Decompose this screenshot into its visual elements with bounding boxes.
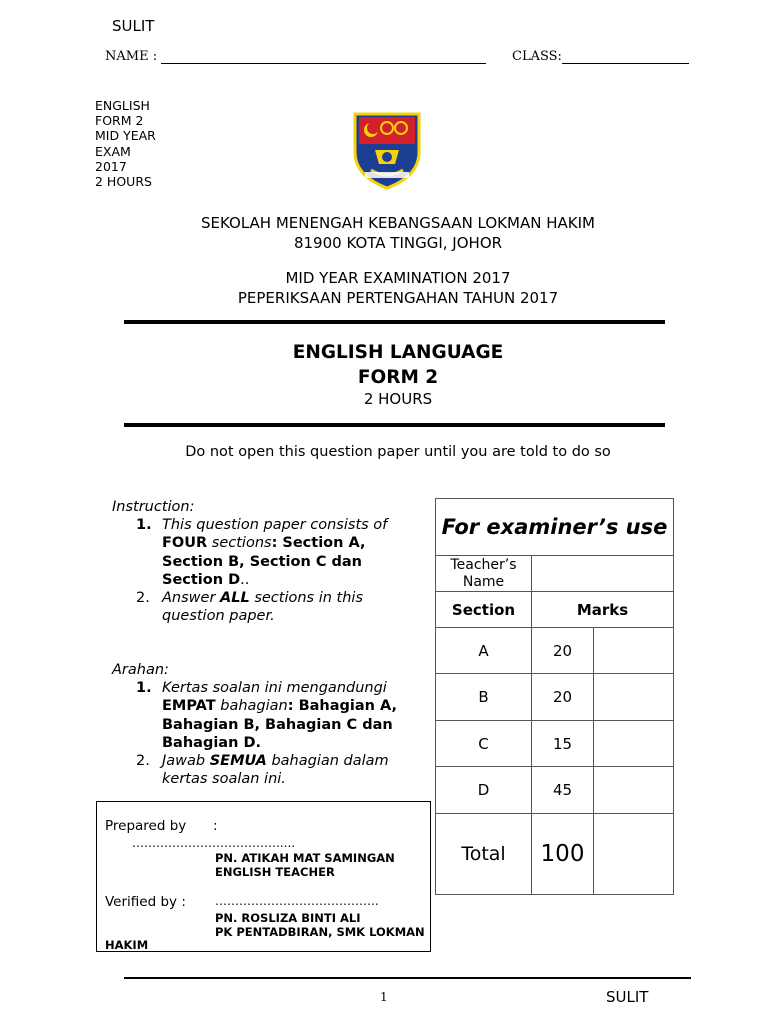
school-block [0, 213, 768, 308]
score-cell[interactable] [594, 674, 674, 721]
notice-text: Do not open this question paper until you are told to do so [185, 444, 611, 460]
prepared-name: PN. ATIKAH MAT SAMINGAN [215, 851, 395, 865]
verified-name: PN. ROSLIZA BINTI ALI [215, 911, 361, 925]
name-field [105, 49, 486, 64]
paper-info-line: FORM 2 [95, 113, 144, 129]
exam-name-en: MID YEAR EXAMINATION 2017 [285, 269, 511, 287]
arahan-block [112, 661, 422, 788]
arahan-text: EMPAT [162, 698, 216, 715]
arahan-text: SEMUA [209, 753, 267, 770]
school-address: 81900 KOTA TINGGI, JOHOR [293, 234, 503, 252]
teacher-name-cell[interactable] [532, 556, 674, 592]
marks-header: Marks [532, 592, 674, 628]
class-label: CLASS: [512, 49, 562, 64]
arahan-text: Bahagian D. [162, 734, 261, 751]
instruction-text: sections in this [249, 590, 363, 607]
footer-rule [124, 977, 691, 979]
paper-info-line: 2 HOURS [95, 174, 152, 190]
examiner-table-title: For examiner’s use [436, 499, 674, 556]
instruction-text: This question paper consists of [162, 517, 388, 534]
name-label: NAME : [105, 49, 158, 64]
table-row [436, 674, 674, 721]
teacher-name-label: Teacher’s Name [436, 556, 532, 592]
item-number: 2. [136, 590, 150, 607]
paper-info-line: ENGLISH [95, 98, 150, 113]
prepared-by-box [96, 801, 431, 952]
instruction-text: question paper. [162, 608, 275, 625]
page-number: 1 [380, 990, 388, 1004]
max-marks-cell: 45 [532, 767, 594, 814]
arahan-item [112, 752, 422, 788]
arahan-heading: Arahan: [112, 662, 169, 678]
arahan-item [112, 679, 422, 752]
score-cell[interactable] [594, 767, 674, 814]
paper-info-line: EXAM [95, 143, 131, 159]
title-block [0, 341, 768, 407]
instruction-text: : Section A, [271, 535, 366, 552]
verified-role-continued: HAKIM [105, 938, 149, 952]
form-title: FORM 2 [357, 367, 439, 388]
item-number: 1. [136, 680, 152, 697]
instruction-text: FOUR [162, 535, 208, 552]
section-cell: D [436, 767, 532, 814]
name-blank-line [161, 51, 486, 64]
max-marks-cell: 15 [532, 721, 594, 767]
prepared-signature-line: ………………………………..... [132, 836, 296, 850]
total-score-cell[interactable] [594, 814, 674, 895]
arahan-text: Jawab [162, 753, 210, 770]
school-crest-logo [351, 106, 423, 190]
instruction-item [112, 516, 422, 589]
class-field [512, 49, 689, 64]
total-label: Total [436, 814, 532, 895]
score-cell[interactable] [594, 628, 674, 674]
instruction-item [112, 589, 422, 625]
arahan-text: kertas soalan ini. [162, 771, 286, 788]
prepared-label: Prepared by [105, 818, 187, 834]
table-row [436, 721, 674, 767]
school-name: SEKOLAH MENENGAH KEBANGSAAN LOKMAN HAKIM [201, 214, 595, 232]
item-number: 2. [136, 753, 150, 770]
divider-top [124, 320, 665, 324]
section-cell: A [436, 628, 532, 674]
prepared-colon: : [213, 818, 218, 834]
instruction-text: Section D [162, 571, 241, 588]
subject-title: ENGLISH LANGUAGE [292, 342, 504, 363]
arahan-text: : Bahagian A, [287, 698, 398, 715]
section-cell: C [436, 721, 532, 767]
arahan-text: bahagian dalam [266, 753, 389, 770]
examiner-table [435, 498, 674, 895]
section-cell: B [436, 674, 532, 721]
arahan-text: Bahagian B, Bahagian C dan [162, 716, 393, 733]
instruction-text: sections [207, 535, 272, 552]
table-row [436, 628, 674, 674]
instruction-text: Answer [162, 590, 221, 607]
instruction-text: ALL [220, 590, 250, 607]
max-marks-cell: 20 [532, 674, 594, 721]
total-row [436, 814, 674, 895]
verified-label: Verified by : [105, 894, 186, 910]
total-value: 100 [532, 814, 594, 895]
instruction-text: Section B, Section C dan [162, 553, 362, 570]
class-blank-line [562, 51, 689, 64]
score-cell[interactable] [594, 721, 674, 767]
prepared-role: ENGLISH TEACHER [215, 865, 335, 879]
exam-name-ms: PEPERIKSAAN PERTENGAHAN TAHUN 2017 [237, 289, 559, 307]
instruction-block [112, 498, 422, 625]
duration: 2 HOURS [363, 390, 433, 408]
paper-info [95, 98, 156, 189]
verified-role: PK PENTADBIRAN, SMK LOKMAN [215, 925, 425, 939]
paper-info-line: MID YEAR [95, 128, 156, 144]
section-header: Section [436, 592, 532, 628]
table-row [436, 767, 674, 814]
divider-bottom [124, 423, 665, 427]
header-sulit: SULIT [112, 17, 155, 35]
arahan-text: Kertas soalan ini mengandungi [162, 680, 387, 697]
paper-info-line: 2017 [95, 158, 127, 174]
max-marks-cell: 20 [532, 628, 594, 674]
item-number: 1. [136, 517, 152, 534]
instruction-heading: Instruction: [112, 499, 195, 515]
verified-signature-line: ………………………………….. [215, 894, 379, 908]
instruction-text: .. [240, 571, 250, 588]
footer-sulit: SULIT [606, 988, 649, 1006]
arahan-text: bahagian [215, 698, 288, 715]
